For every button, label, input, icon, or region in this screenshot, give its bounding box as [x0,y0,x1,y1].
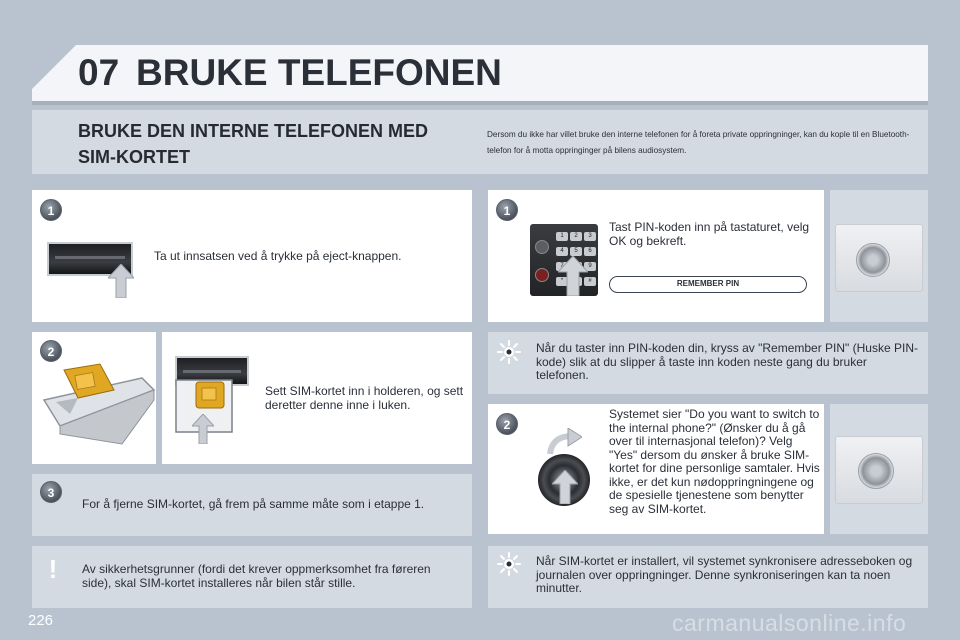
arrow-up-icon [552,470,578,504]
lightbulb-icon [497,340,521,364]
tip-2-text: Når SIM-kortet er installert, vil systemet synkronisere adresseboken og journalen over oppringninger. Denne synkroniseringen kan ta noen minutter. [536,554,913,595]
arrow-up-icon [558,256,588,296]
key: 1 [556,232,568,241]
chapter-number: 07 [78,52,120,93]
section-title-line1: BRUKE DEN INTERNE TELEFONEN MED [78,121,429,141]
lightbulb-icon [497,552,521,576]
key: * [556,277,568,286]
key: 4 [556,247,568,256]
warning-text: Av sikkerhetsgrunner (fordi det krever oppmerksomhet fra føreren side), skal SIM-kortet installeres når bilen står stille. [82,562,431,590]
key: 9 [584,262,596,271]
key: 2 [570,232,582,241]
section-note: Dersom du ikke har villet bruke den interne telefonen for å foreta private oppringninger, kan du kople til en Bluetooth-telefon for å motta oppringinger på bilens audiosystem. [487,130,910,155]
step-1-badge: 1 [40,199,62,221]
right-step-1-badge: 1 [496,199,518,221]
remember-pin-button: REMEMBER PIN [609,276,807,293]
keypad-call-button [535,240,549,254]
key: 5 [570,247,582,256]
title-band-shadow [32,101,928,105]
section-title [78,118,468,170]
key: # [584,277,596,286]
arrow-up-icon [108,264,134,298]
watermark: carmanualsonline.info [672,610,907,636]
step-1-text: Ta ut innsatsen ved å trykke på eject-knappen. [154,249,402,263]
chapter-title: BRUKE TELEFONEN [136,52,502,93]
step-2-text: Sett SIM-kortet inn i holderen, og sett deretter denne inne i luken. [265,384,464,412]
section-title-line2: SIM-KORTET [78,147,190,167]
key: 3 [584,232,596,241]
page-number: 226 [28,612,54,629]
key: 7 [556,262,568,271]
right-step-1-text: Tast PIN-koden inn på tastaturet, velg OK og bekreft. [609,220,810,248]
exclamation-icon: ! [48,554,58,584]
right-step-2-text: Systemet sier "Do you want to switch to the internal phone?" (Ønsker du å gå over til internasjonal telefon)? Velg "Yes" dersom du ønsker å bruke SIM-kortet for dine personlige samtaler. Hvis ikke, er det kun nødoppringningene og de spesielle tjenestene som benytter seg av SIM-kortet. [609,407,820,516]
radio-knob-icon [856,243,890,277]
radio-knob-icon [858,453,894,489]
step-2-badge: 2 [40,340,62,362]
key: 6 [584,247,596,256]
right-step-2-badge: 2 [496,413,518,435]
arrow-up-icon [192,414,214,444]
radio-unit-thumbnail [835,224,923,292]
step-3-badge: 3 [40,481,62,503]
sim-tray-illustration [38,360,156,446]
tip-1-text: Når du taster inn PIN-koden din, kryss av "Remember PIN" (Huske PIN-kode) slik at du slipper å taste inn koden neste gang du bruker telefonen. [536,341,918,382]
step-3-text: For å fjerne SIM-kortet, gå frem på samme måte som i etappe 1. [82,497,425,511]
radio-unit-thumbnail [835,436,923,504]
keypad-hangup-button [535,268,549,282]
